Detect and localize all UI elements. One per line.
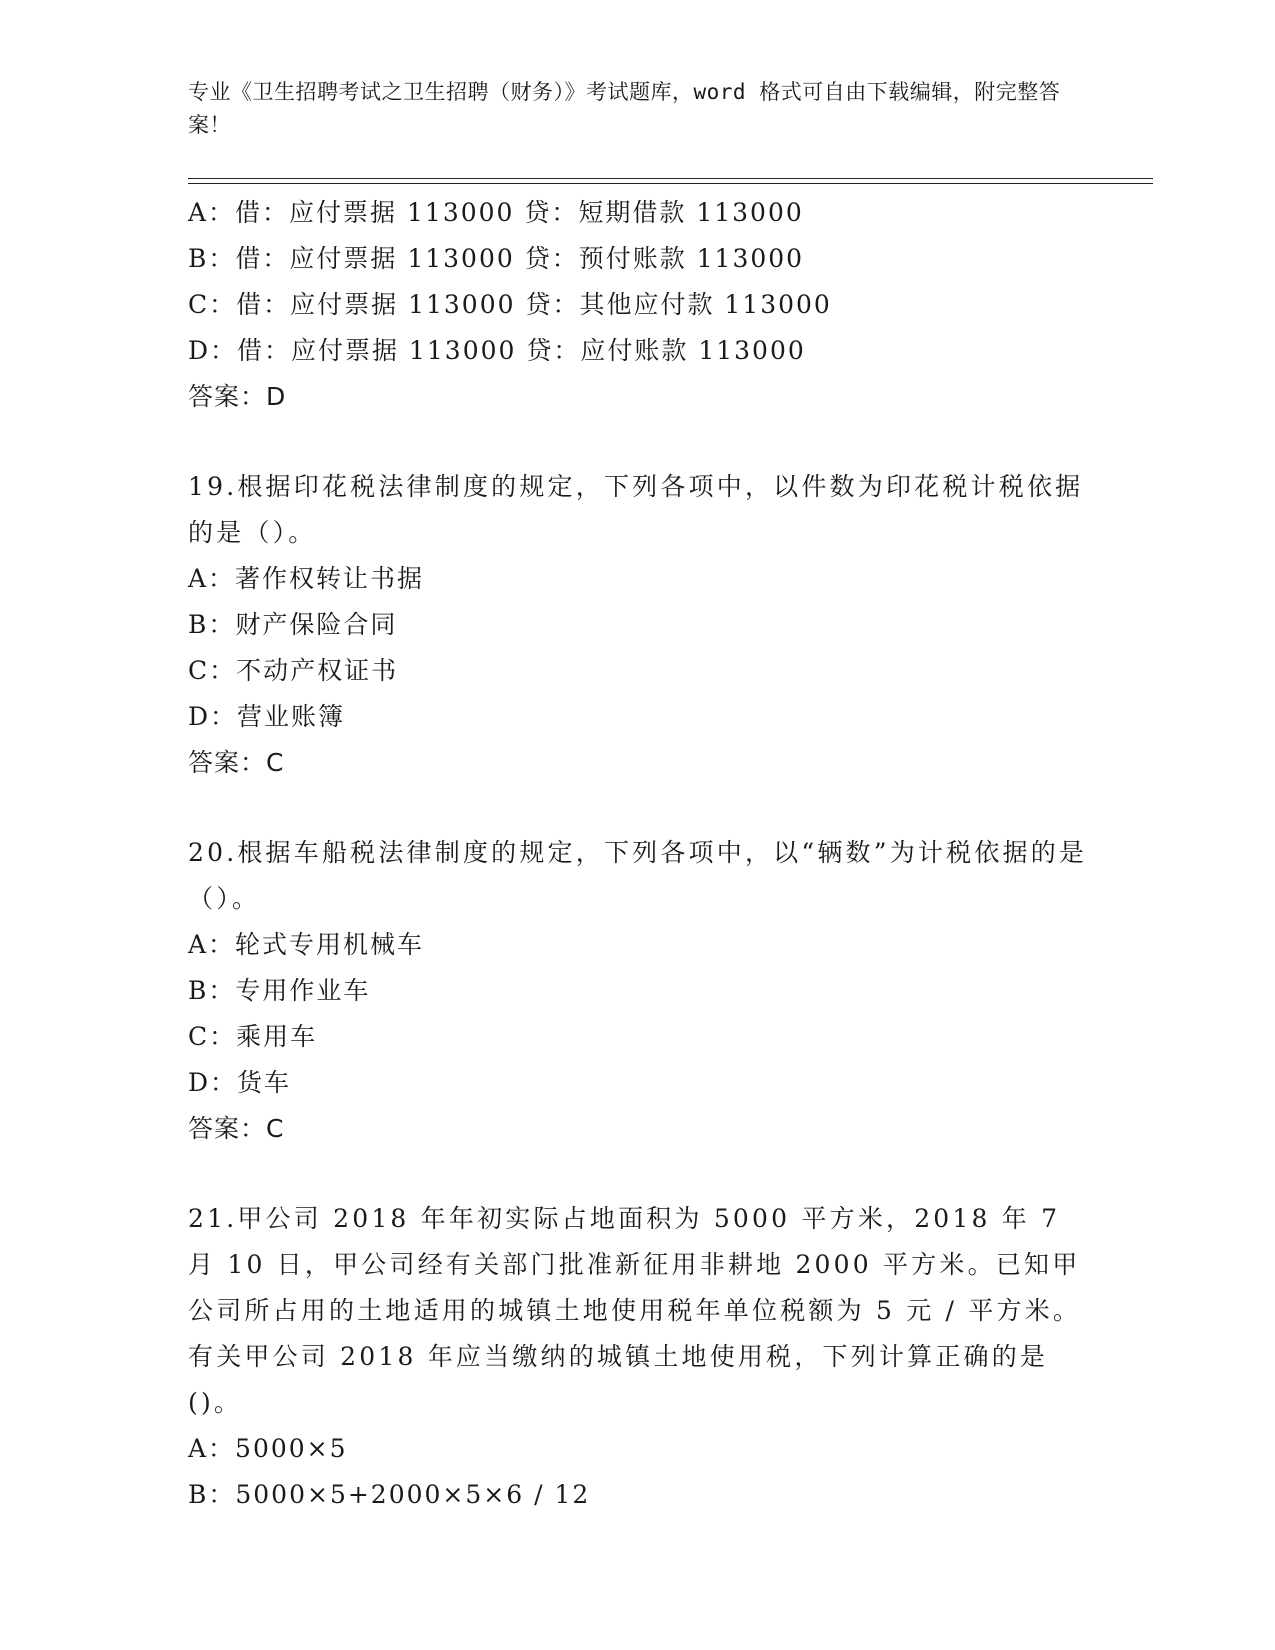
answer: 答案：D	[188, 382, 287, 411]
header-divider-double	[188, 183, 1153, 184]
spacer	[188, 786, 1088, 830]
option-d: D：营业账簿	[188, 702, 346, 731]
question-19	[188, 464, 1088, 786]
option-a: A：著作权转让书据	[188, 564, 425, 593]
question-content	[188, 190, 1088, 1518]
question-18	[188, 190, 1088, 420]
option-c: C：借：应付票据 113000 贷：其他应付款 113000	[188, 290, 832, 319]
spacer	[188, 420, 1088, 464]
option-b: B：专用作业车	[188, 976, 371, 1005]
option-a: A：借：应付票据 113000 贷：短期借款 113000	[188, 198, 804, 227]
question-stem: 20.根据车船税法律制度的规定，下列各项中，以“辆数”为计税依据的是（）。	[188, 838, 1088, 913]
option-c: C：不动产权证书	[188, 656, 399, 685]
option-b: B：5000×5+2000×5×6 / 12	[188, 1480, 591, 1509]
option-a: A：5000×5	[188, 1434, 348, 1463]
question-stem: 21.甲公司 2018 年年初实际占地面积为 5000 平方米，2018 年 7 月 10 日，甲公司经有关部门批准新征用非耕地 2000 平方米。已知甲公司所占用的土地适用的城镇土地使用税年单位税额为 5 元 / 平方米。有关甲公司 2018 年应当缴纳的城镇土地使用税，下列计算正确的是()。	[188, 1204, 1082, 1417]
answer: 答案：C	[188, 1114, 285, 1143]
question-20	[188, 830, 1088, 1152]
answer: 答案：C	[188, 748, 285, 777]
header-note: 专业《卫生招聘考试之卫生招聘（财务）》考试题库，word 格式可自由下载编辑，附完整答案！	[188, 80, 1061, 137]
question-stem: 19.根据印花税法律制度的规定，下列各项中，以件数为印花税计税依据的是（）。	[188, 472, 1084, 547]
option-c: C：乘用车	[188, 1022, 318, 1051]
header-divider	[188, 178, 1153, 179]
option-d: D：借：应付票据 113000 贷：应付账款 113000	[188, 336, 806, 365]
spacer	[188, 1152, 1088, 1196]
option-d: D：货车	[188, 1068, 292, 1097]
question-21	[188, 1196, 1088, 1518]
option-b: B：借：应付票据 113000 贷：预付账款 113000	[188, 244, 805, 273]
option-a: A：轮式专用机械车	[188, 930, 425, 959]
option-b: B：财产保险合同	[188, 610, 398, 639]
